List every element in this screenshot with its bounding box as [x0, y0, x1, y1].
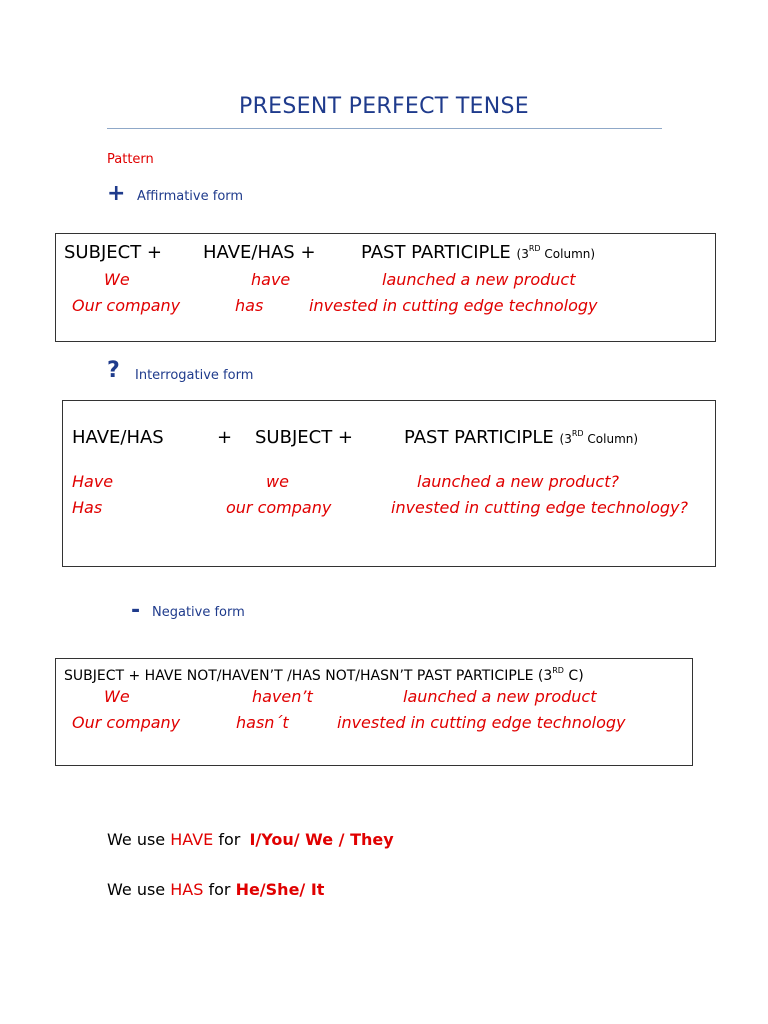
example-verb: has: [235, 296, 264, 315]
example-subject: our company: [226, 498, 332, 517]
example-subject: we: [266, 472, 289, 491]
example-verb: Has: [72, 498, 103, 517]
interrogative-box: [62, 400, 716, 567]
example-subject: We: [104, 270, 130, 289]
header-past-participle: PAST PARTICIPLE (3RD Column): [404, 427, 639, 448]
example-subject: We: [104, 687, 130, 706]
example-rest: launched a new product?: [417, 472, 619, 491]
affirmative-box: [55, 233, 716, 342]
header-subject: SUBJECT +: [255, 427, 353, 448]
header-have-has: HAVE/HAS: [72, 427, 164, 448]
header-plus: +: [217, 427, 233, 448]
page-title: PRESENT PERFECT TENSE: [239, 94, 529, 119]
example-rest: invested in cutting edge technology: [309, 296, 598, 315]
example-rest: invested in cutting edge technology: [337, 713, 626, 732]
pattern-label: Pattern: [107, 152, 154, 167]
example-verb: hasn´t: [236, 713, 289, 732]
example-subject: Our company: [72, 296, 181, 315]
header-have-has: HAVE/HAS +: [203, 242, 316, 263]
example-verb: Have: [72, 472, 114, 491]
affirmative-form-label: Affirmative form: [137, 189, 244, 204]
example-rest: invested in cutting edge technology?: [391, 498, 688, 517]
interrogative-form-label: Interrogative form: [135, 368, 254, 383]
minus-icon: -: [131, 598, 141, 623]
example-rest: launched a new product: [382, 270, 576, 289]
example-verb: have: [251, 270, 291, 289]
example-verb: haven’t: [252, 687, 313, 706]
header-past-participle: PAST PARTICIPLE (3RD Column): [361, 242, 596, 263]
usage-note: We use HAVE for I/You/ We / They: [107, 830, 394, 849]
negative-form-label: Negative form: [152, 605, 245, 620]
plus-icon: +: [107, 181, 126, 206]
example-rest: launched a new product: [403, 687, 597, 706]
header-negative-pattern: SUBJECT + HAVE NOT/HAVEN’T /HAS NOT/HASN’T PAST PARTICIPLE (3RD C): [64, 666, 584, 684]
negative-box: [55, 658, 693, 766]
header-subject: SUBJECT +: [64, 242, 162, 263]
header-column-note: (3RD Column): [516, 244, 596, 261]
header-column-note: (3RD Column): [559, 429, 639, 446]
usage-note: We use HAS for He/She/ It: [107, 880, 325, 899]
example-subject: Our company: [72, 713, 181, 732]
question-mark-icon: ?: [107, 358, 120, 383]
title-divider: [107, 128, 662, 129]
